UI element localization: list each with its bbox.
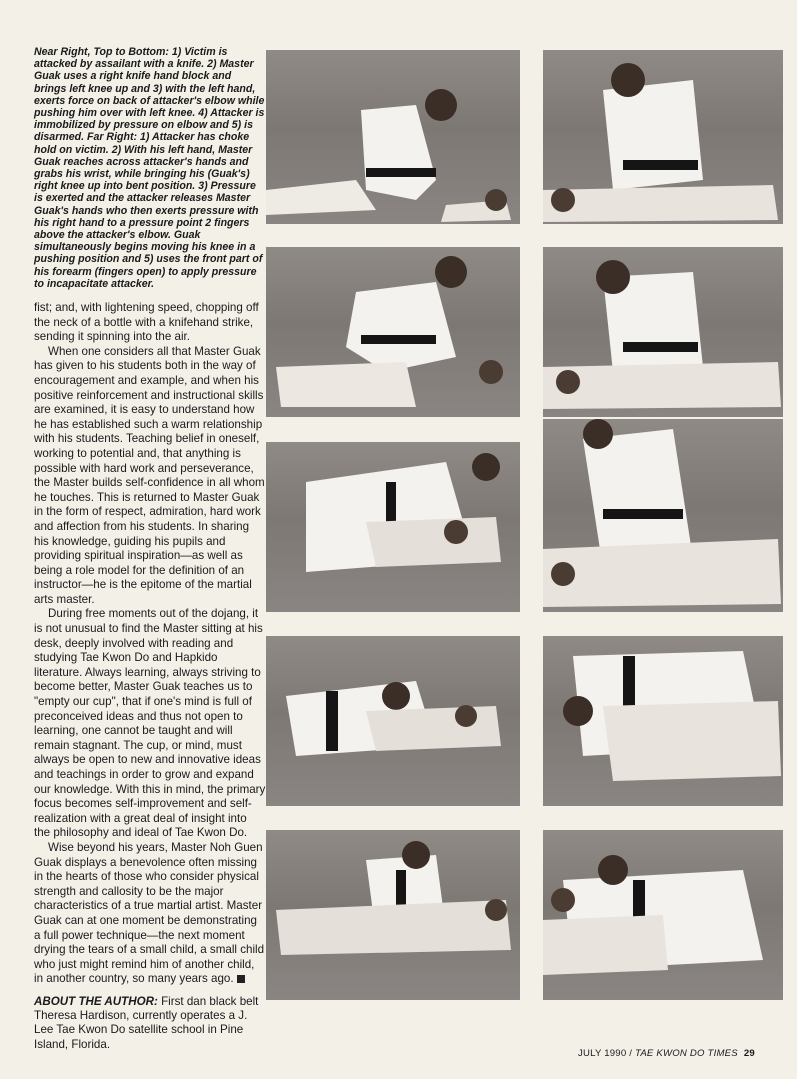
photo-far-4-image [543, 636, 783, 806]
photo-near-5-image [266, 830, 520, 1000]
photo-far-3-image [543, 419, 783, 612]
photo-near-1 [266, 50, 520, 224]
page-number: 29 [743, 1048, 755, 1059]
photo-far-2-image [543, 247, 783, 417]
about-the-author [34, 995, 266, 1052]
photo-near-2 [266, 247, 520, 417]
photo-near-4-image [266, 636, 520, 806]
paragraph-4 [34, 841, 266, 987]
about-lead: ABOUT THE AUTHOR: [34, 995, 158, 1008]
footer-date: JULY 1990 / [578, 1048, 635, 1059]
photo-near-3-image [266, 442, 520, 612]
paragraph-4-text: Wise beyond his years, Master Noh Guen Guak displays a benevolence often missing in the hearts of those who consider physical strength and callosity to be the major characteristics of a true martial artist. Master Guak can at one moment be demonstrating a full power technique—the next moment drying the tears of a small child, a small child who just might remind him of another child, in another country, so many years ago. [34, 840, 265, 986]
article-body [34, 301, 266, 987]
caption-far-text: 1) Attacker has choke hold on victim. 2) With his left hand, Master Guak reaches across attacker's hands and grabs his wrist, while bringing his (Guak's) right knee up into bent position. 3) Pressure is exerted and the attacker releases Master Guak's hands who then exerts pressure with his right hand to a pressure point 2 fingers above the attacker's elbow. Guak simultaneously begins moving his knee in a pushing position and 5) uses the front part of his forearm (fingers open) to apply pressure to incapacitate attacker. [34, 131, 263, 290]
caption-near-heading: Near Right, Top to Bottom: [34, 46, 169, 58]
photo-near-5 [266, 830, 520, 1000]
photo-far-2 [543, 247, 783, 417]
paragraph-3: During free moments out of the dojang, it is not unusual to find the Master sitting at his desk, deeply involved with reading and studying Tae Kwon Do and Hapkido literature. Always learning, always striving to become better, Master Guak teaches us to "empty our cup", that if one's mind is full of preconceived ideas and thus not open to learning, one cannot be taught and will remain stagnant. The cup, or mind, must always be open to new and innovative ideas and teachings in order to grow and expand our knowledge. With this in mind, the primary focus becomes self-improvement and self-realization with a great deal of insight into the philosophy and ideal of Tae Kwon Do. [34, 607, 266, 840]
photo-near-2-image [266, 247, 520, 417]
caption-far-heading: Far Right: [87, 131, 138, 144]
end-mark-icon [237, 975, 245, 983]
photo-far-1 [543, 50, 783, 224]
photo-far-5 [543, 830, 783, 1000]
photo-far-1-image [543, 50, 783, 224]
photo-near-4 [266, 636, 520, 806]
photo-far-4 [543, 636, 783, 806]
paragraph-2: When one considers all that Master Guak has given to his students both in the way of encouragement and example, and when his positive reinforcement and instructional skills are examined, it is easy to understand how he has established such a warm relationship with his students. Teaching belief in oneself, working to potential and, that anything is possible with hard work and perseverance, the Master builds self-confidence in all whom he touches. This is returned to Master Guak in the form of respect, admiration, hard work and affection from his students. In sharing his knowledge, guiding his pupils and providing spiritual inspiration—as well as being a role model for the definition of an instructor—he is the epitome of the martial arts master. [34, 344, 265, 606]
caption-near-text: 1) Victim is attacked by assailant with a knife. 2) Master Guak uses a right knife hand block and brings left knee up and 3) with the left hand, exerts force on back of attacker's elbow while pushing him over with left knee. 4) Attacker is immobilized by pressure on elbow and 5) is disarmed. [34, 46, 265, 144]
photo-near-3 [266, 442, 520, 612]
footer-magazine: TAE KWON DO TIMES [634, 1048, 738, 1059]
photo-near-1-image [266, 50, 520, 224]
page-footer [578, 1048, 768, 1059]
photo-far-3 [543, 419, 783, 612]
photo-far-5-image [543, 830, 783, 1000]
paragraph-1: fist; and, with lightening speed, chopping off the neck of a bottle with a knifehand strike, sending it spinning into the air. [34, 301, 259, 344]
about-text: First dan black belt Theresa Hardison, currently operates a J. Lee Tae Kwon Do satellite school in Pine Island, Florida. [34, 995, 259, 1051]
photo-caption [34, 46, 266, 290]
